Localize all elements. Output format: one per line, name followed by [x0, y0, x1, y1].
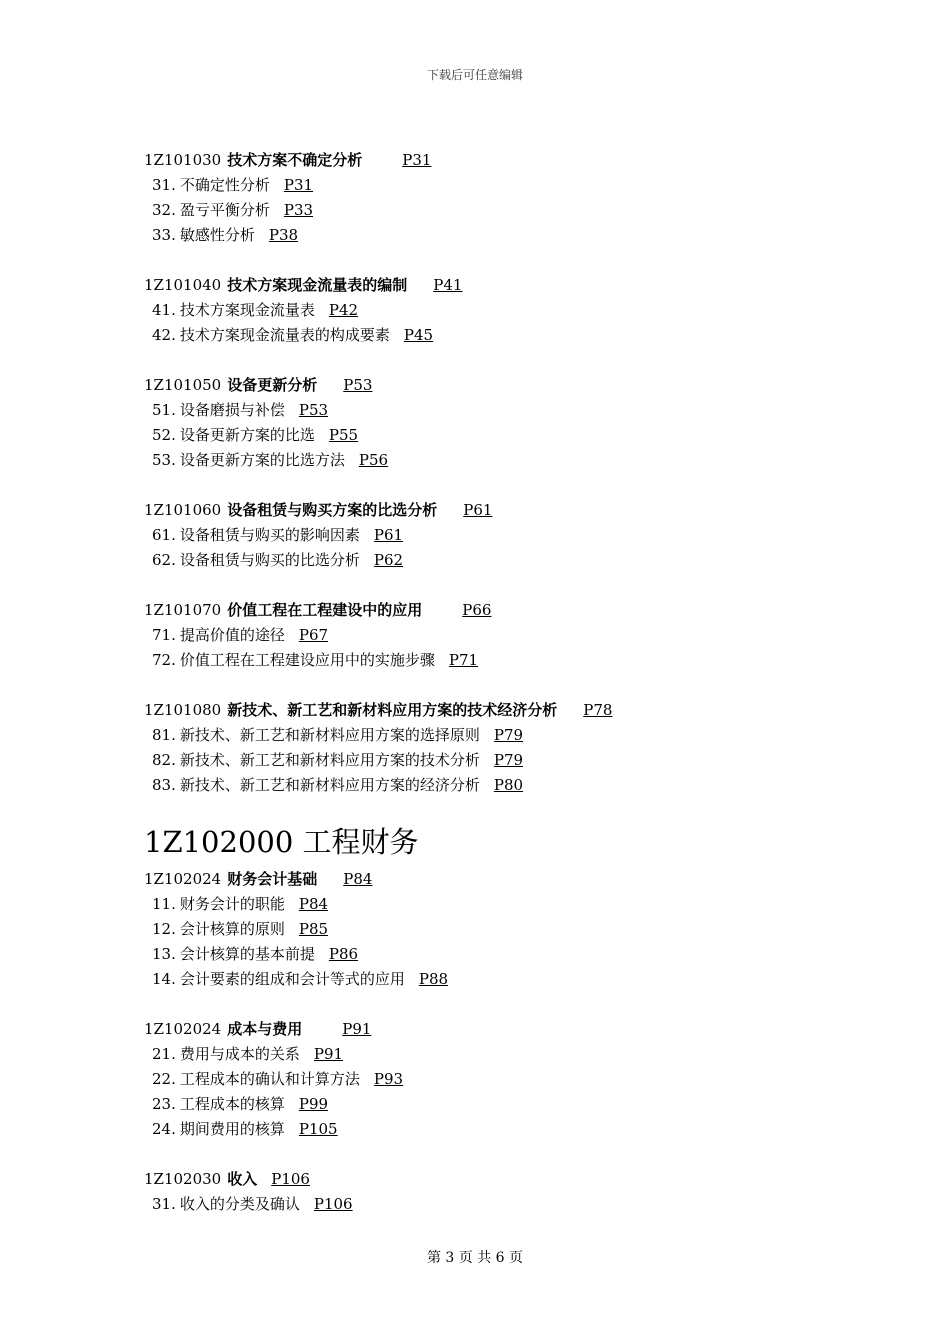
item-number: 81. [152, 726, 176, 744]
section-page-link[interactable]: P84 [343, 870, 373, 888]
list-item [144, 892, 904, 917]
item-number: 41. [152, 301, 176, 319]
section-heading [144, 1017, 904, 1042]
list-item [144, 942, 904, 967]
section-code: 1Z102024 [144, 1020, 222, 1038]
item-text: 新技术、新工艺和新材料应用方案的技术分析 [179, 751, 480, 769]
list-item [144, 448, 904, 473]
table-of-contents [144, 148, 904, 1242]
section-code: 1Z101050 [144, 376, 222, 394]
section-code: 1Z101040 [144, 276, 222, 294]
section-title: 财务会计基础 [227, 870, 318, 888]
item-page-link[interactable]: P71 [448, 651, 479, 669]
toc-section [144, 373, 904, 473]
item-text: 工程成本的核算 [179, 1095, 285, 1113]
item-page-link[interactable]: P33 [283, 201, 314, 219]
list-item [144, 1067, 904, 1092]
item-page-link[interactable]: P79 [493, 726, 524, 744]
item-number: 24. [152, 1120, 176, 1138]
section-heading [144, 273, 904, 298]
section-page-link[interactable]: P61 [463, 501, 493, 519]
section-heading [144, 148, 904, 173]
item-text: 敏感性分析 [179, 226, 255, 244]
item-text: 不确定性分析 [179, 176, 270, 194]
list-item [144, 523, 904, 548]
section-title: 技术方案现金流量表的编制 [227, 276, 408, 294]
toc-section [144, 498, 904, 573]
section-heading [144, 698, 904, 723]
item-number: 51. [152, 401, 176, 419]
item-text: 费用与成本的关系 [179, 1045, 300, 1063]
toc-section [144, 867, 904, 992]
item-number: 13. [152, 945, 176, 963]
item-text: 期间费用的核算 [179, 1120, 285, 1138]
item-page-link[interactable]: P99 [298, 1095, 329, 1113]
item-number: 53. [152, 451, 176, 469]
list-item [144, 173, 904, 198]
item-number: 23. [152, 1095, 176, 1113]
item-number: 72. [152, 651, 176, 669]
section-title: 收入 [227, 1170, 258, 1188]
item-number: 22. [152, 1070, 176, 1088]
item-number: 11. [152, 895, 176, 913]
list-item [144, 773, 904, 798]
section-title: 价值工程在工程建设中的应用 [227, 601, 423, 619]
item-text: 技术方案现金流量表的构成要素 [179, 326, 390, 344]
item-text: 盈亏平衡分析 [179, 201, 270, 219]
item-page-link[interactable]: P80 [493, 776, 524, 794]
item-page-link[interactable]: P55 [328, 426, 359, 444]
item-page-link[interactable]: P106 [313, 1195, 353, 1213]
section-title: 新技术、新工艺和新材料应用方案的技术经济分析 [227, 701, 558, 719]
section-page-link[interactable]: P41 [433, 276, 463, 294]
section-title: 设备租赁与购买方案的比选分析 [227, 501, 438, 519]
item-page-link[interactable]: P42 [328, 301, 359, 319]
item-number: 62. [152, 551, 176, 569]
section-page-link[interactable]: P106 [271, 1170, 310, 1188]
item-page-link[interactable]: P56 [358, 451, 389, 469]
toc-section [144, 598, 904, 673]
toc-section [144, 1167, 904, 1217]
item-text: 会计要素的组成和会计等式的应用 [179, 970, 405, 988]
section-title: 技术方案不确定分析 [227, 151, 363, 169]
section-code: 1Z101060 [144, 501, 222, 519]
list-item [144, 967, 904, 992]
item-page-link[interactable]: P85 [298, 920, 329, 938]
list-item [144, 548, 904, 573]
section-title: 设备更新分析 [227, 376, 318, 394]
list-item [144, 198, 904, 223]
section-page-link[interactable]: P91 [342, 1020, 372, 1038]
section-heading [144, 1167, 904, 1192]
item-page-link[interactable]: P61 [373, 526, 404, 544]
list-item [144, 423, 904, 448]
item-page-link[interactable]: P84 [298, 895, 329, 913]
list-item [144, 298, 904, 323]
page-header-note: 下载后可任意编辑 [426, 68, 523, 82]
item-text: 价值工程在工程建设应用中的实施步骤 [179, 651, 435, 669]
page-number-footer: 第 3 页 共 6 页 [426, 1250, 524, 1266]
list-item [144, 1117, 904, 1142]
item-text: 技术方案现金流量表 [179, 301, 315, 319]
chapter-title: 1Z102000 工程财务 [144, 825, 419, 859]
item-number: 71. [152, 626, 176, 644]
item-number: 61. [152, 526, 176, 544]
section-code: 1Z102024 [144, 870, 222, 888]
list-item [144, 223, 904, 248]
item-text: 设备更新方案的比选方法 [179, 451, 345, 469]
section-page-link[interactable]: P78 [583, 701, 613, 719]
item-text: 设备磨损与补偿 [179, 401, 285, 419]
list-item [144, 398, 904, 423]
list-item [144, 1042, 904, 1067]
item-text: 会计核算的基本前提 [179, 945, 315, 963]
section-code: 1Z101030 [144, 151, 222, 169]
item-page-link[interactable]: P62 [373, 551, 404, 569]
item-text: 收入的分类及确认 [179, 1195, 300, 1213]
list-item [144, 1192, 904, 1217]
section-page-link[interactable]: P31 [402, 151, 432, 169]
item-number: 32. [152, 201, 176, 219]
item-page-link[interactable]: P105 [298, 1120, 338, 1138]
item-number: 12. [152, 920, 176, 938]
item-number: 42. [152, 326, 176, 344]
item-text: 设备租赁与购买的影响因素 [179, 526, 360, 544]
section-heading [144, 598, 904, 623]
section-code: 1Z101080 [144, 701, 222, 719]
list-item [144, 917, 904, 942]
item-number: 52. [152, 426, 176, 444]
list-item [144, 623, 904, 648]
section-page-link[interactable]: P53 [343, 376, 373, 394]
item-number: 14. [152, 970, 176, 988]
section-title: 成本与费用 [227, 1020, 303, 1038]
list-item [144, 1092, 904, 1117]
item-page-link[interactable]: P31 [283, 176, 314, 194]
item-page-link[interactable]: P91 [313, 1045, 344, 1063]
section-code: 1Z101070 [144, 601, 222, 619]
item-number: 21. [152, 1045, 176, 1063]
section-page-link[interactable]: P66 [462, 601, 492, 619]
item-page-link[interactable]: P93 [373, 1070, 404, 1088]
item-number: 31. [152, 1195, 176, 1213]
item-page-link[interactable]: P88 [418, 970, 449, 988]
item-page-link[interactable]: P38 [268, 226, 299, 244]
item-text: 设备租赁与购买的比选分析 [179, 551, 360, 569]
item-text: 设备更新方案的比选 [179, 426, 315, 444]
toc-section [144, 273, 904, 348]
item-number: 31. [152, 176, 176, 194]
item-text: 提高价值的途径 [179, 626, 285, 644]
item-number: 82. [152, 751, 176, 769]
item-number: 83. [152, 776, 176, 794]
list-item [144, 648, 904, 673]
section-code: 1Z102030 [144, 1170, 222, 1188]
item-page-link[interactable]: P53 [298, 401, 329, 419]
item-text: 新技术、新工艺和新材料应用方案的经济分析 [179, 776, 480, 794]
toc-section [144, 1017, 904, 1142]
section-heading [144, 373, 904, 398]
item-text: 工程成本的确认和计算方法 [179, 1070, 360, 1088]
item-number: 33. [152, 226, 176, 244]
list-item [144, 723, 904, 748]
item-page-link[interactable]: P67 [298, 626, 329, 644]
item-text: 新技术、新工艺和新材料应用方案的选择原则 [179, 726, 480, 744]
item-page-link[interactable]: P45 [403, 326, 434, 344]
toc-section [144, 698, 904, 798]
section-heading [144, 498, 904, 523]
item-page-link[interactable]: P86 [328, 945, 359, 963]
item-text: 会计核算的原则 [179, 920, 285, 938]
section-heading [144, 867, 904, 892]
list-item [144, 323, 904, 348]
item-text: 财务会计的职能 [179, 895, 285, 913]
toc-section [144, 148, 904, 248]
item-page-link[interactable]: P79 [493, 751, 524, 769]
list-item [144, 748, 904, 773]
